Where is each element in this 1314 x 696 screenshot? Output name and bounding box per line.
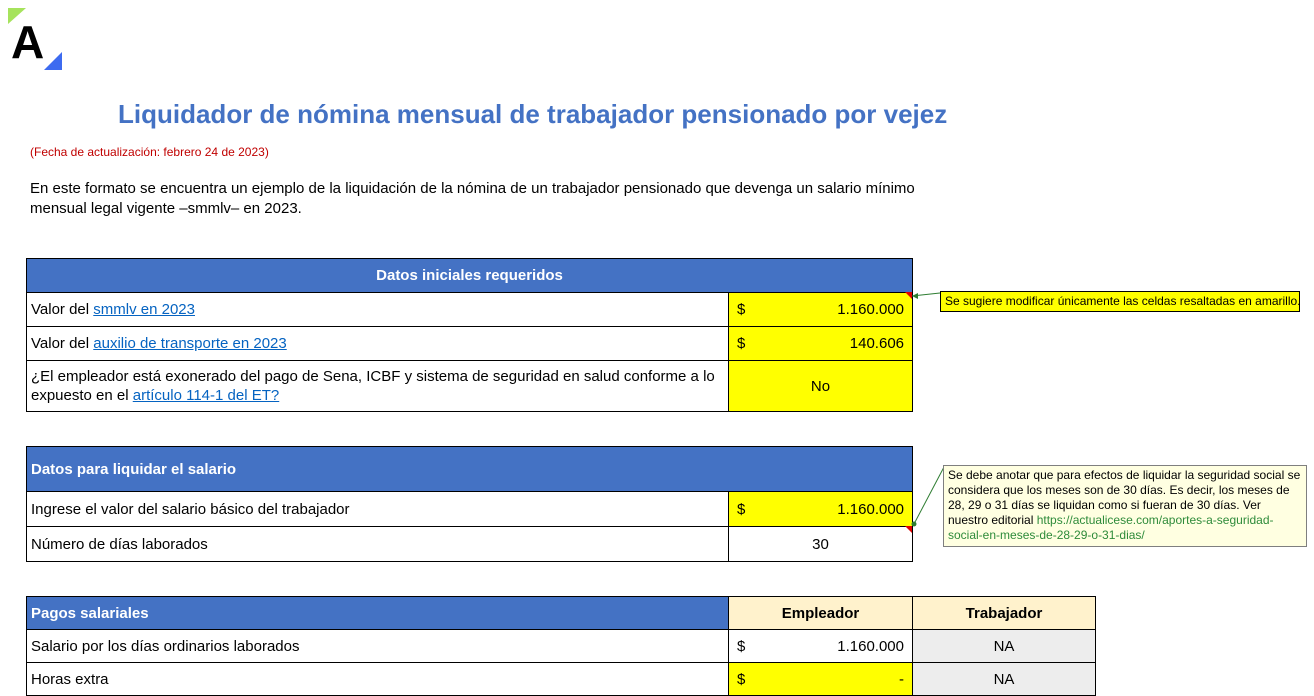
page-title: Liquidador de nómina mensual de trabajador pensionado por vejez	[118, 99, 948, 129]
exonerado-label: ¿El empleador está exonerado del pago de Sena, ICBF y sistema de seguridad en salud conforme a lo expuesto en el artículo 114-1 del ET?	[27, 361, 729, 412]
salario-dias-value: 1.160.000	[837, 637, 904, 655]
salario-dias-value-cell	[729, 630, 913, 663]
comment-note-30-dias	[943, 465, 1307, 547]
editorial-link[interactable]: https://actualicese.com/aportes-a-seguridad-social-en-meses-de-28-29-o-31-dias/	[948, 513, 1274, 542]
table-row	[27, 327, 913, 361]
dias-laborados-label: Número de días laborados	[27, 527, 729, 562]
exonerado-value[interactable]: No	[729, 361, 913, 412]
currency-symbol: $	[737, 301, 746, 318]
comment-indicator[interactable]	[905, 292, 912, 299]
salario-dias-trabajador: NA	[913, 630, 1096, 663]
salario-basico-value-cell[interactable]	[729, 492, 913, 527]
table-row	[27, 361, 913, 412]
smmlv-value-cell[interactable]	[729, 293, 913, 327]
table-row	[27, 663, 1096, 696]
smmlv-link[interactable]: smmlv en 2023	[93, 301, 195, 318]
currency-symbol: $	[737, 500, 746, 518]
trabajador-column-header: Trabajador	[913, 597, 1096, 630]
datos-salario-table	[26, 446, 913, 562]
datos-iniciales-header: Datos iniciales requeridos	[27, 259, 913, 293]
logo-letter: A	[11, 16, 45, 68]
empleador-column-header: Empleador	[729, 597, 913, 630]
horas-extra-label: Horas extra	[27, 663, 729, 696]
horas-extra-value: -	[899, 670, 904, 688]
horas-extra-value-cell[interactable]	[729, 663, 913, 696]
salario-basico-value: 1.160.000	[837, 500, 905, 518]
auxilio-value: 140.606	[849, 335, 905, 352]
datos-salario-header: Datos para liquidar el salario	[27, 447, 913, 492]
salario-basico-label: Ingrese el valor del salario básico del trabajador	[27, 492, 729, 527]
comment-note-yellow: Se sugiere modificar únicamente las celdas resaltadas en amarillo.	[940, 291, 1300, 312]
smmlv-label: Valor del smmlv en 2023	[27, 293, 729, 327]
table-row	[27, 492, 913, 527]
auxilio-value-cell[interactable]	[729, 327, 913, 361]
note-text: Se debe anotar que para efectos de liquidar la seguridad social se considera que los meses son de 30 días. Es decir, los meses de 28, 29 o 31 días se liquidan como si fueran de 30 días. Ver nuestro editorial	[948, 468, 1301, 527]
currency-symbol: $	[737, 335, 746, 352]
salario-dias-label: Salario por los días ordinarios laborados	[27, 630, 729, 663]
update-date: (Fecha de actualización: febrero 24 de 2023)	[30, 145, 269, 159]
comment-indicator[interactable]	[905, 526, 912, 533]
smmlv-value: 1.160.000	[837, 301, 905, 318]
intro-text: En este formato se encuentra un ejemplo de la liquidación de la nómina de un trabajador pensionado que devenga un salario mínimo mensual legal vigente –smmlv– en 2023.	[30, 180, 915, 217]
pagos-header: Pagos salariales	[27, 597, 729, 630]
pagos-salariales-table	[26, 596, 1096, 696]
actualicese-logo	[8, 8, 62, 70]
auxilio-link[interactable]: auxilio de transporte en 2023	[93, 335, 287, 352]
currency-symbol: $	[737, 670, 746, 688]
table-row	[27, 630, 1096, 663]
currency-symbol: $	[737, 637, 746, 655]
auxilio-label: Valor del auxilio de transporte en 2023	[27, 327, 729, 361]
datos-iniciales-table	[26, 258, 913, 412]
table-row	[27, 293, 913, 327]
horas-extra-trabajador: NA	[913, 663, 1096, 696]
dias-laborados-value[interactable]: 30	[729, 527, 913, 562]
articulo-link[interactable]: artículo 114-1 del ET?	[132, 387, 280, 404]
table-row	[27, 527, 913, 562]
